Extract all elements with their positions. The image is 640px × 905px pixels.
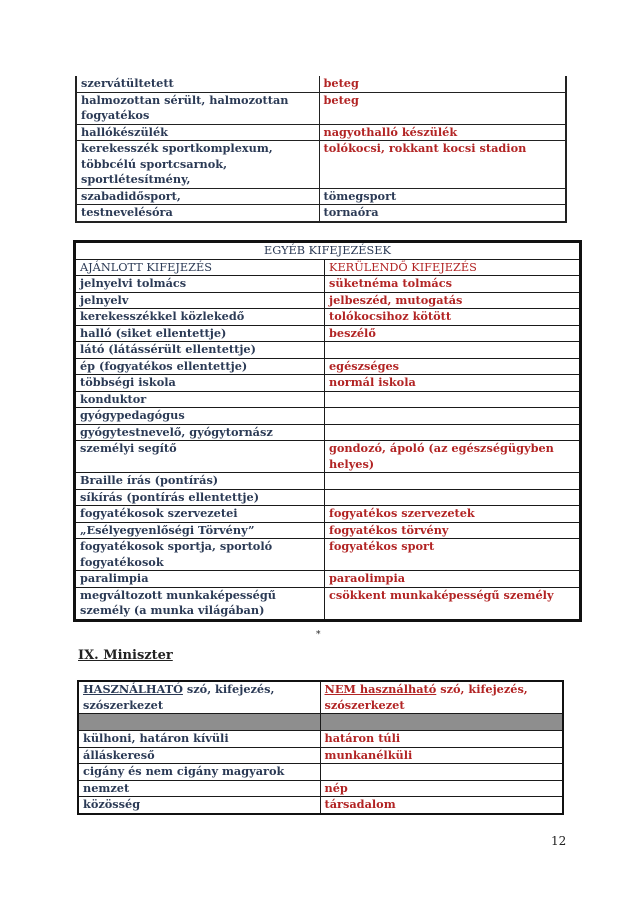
avoid-term: paraolimpia: [325, 571, 581, 588]
table-row: [75, 342, 581, 359]
avoid-term: normál iskola: [325, 375, 581, 392]
header-not-usable-rest: szó, kifejezés, szószerkezet: [324, 682, 528, 712]
avoid-term: [325, 473, 581, 490]
table-row: [75, 506, 581, 523]
recommended-term: gyógytestnevelő, gyógytornász: [75, 424, 325, 441]
recommended-term: Braille írás (pontírás): [75, 473, 325, 490]
table-row: [76, 124, 566, 141]
table-row: [78, 731, 563, 748]
recommended-term: ép (fogyatékos ellentettje): [75, 358, 325, 375]
avoid-term: fogyatékos sport: [325, 539, 581, 571]
recommended-term: jelnyelvi tolmács: [75, 276, 325, 293]
table-row: [75, 587, 581, 620]
gray-spacer-row: [78, 714, 563, 731]
table-row: [75, 292, 581, 309]
recommended-term: álláskereső: [78, 747, 320, 764]
avoid-term: beteg: [319, 92, 566, 124]
avoid-term: határon túli: [320, 731, 563, 748]
recommended-term: közösség: [78, 797, 320, 814]
recommended-term: gyógypedagógus: [75, 408, 325, 425]
avoid-term: tolókocsi, rokkant kocsi stadion: [319, 141, 566, 189]
avoid-term: beteg: [319, 76, 566, 92]
minister-terms-table: [77, 680, 564, 815]
recommended-term: testnevelésóra: [76, 205, 319, 222]
table-row: [75, 276, 581, 293]
section-title: IX. Miniszter: [78, 648, 173, 663]
avoid-term: nagyothalló készülék: [319, 124, 566, 141]
avoid-term: tolókocsihoz kötött: [325, 309, 581, 326]
table-row: [75, 358, 581, 375]
recommended-term: halmozottan sérült, halmozottan fogyatékos: [76, 92, 319, 124]
table-row: [75, 375, 581, 392]
header-usable-emph: HASZNÁLHATÓ: [83, 682, 183, 696]
header-usable-rest: szó, kifejezés, szószerkezet: [83, 682, 275, 712]
recommended-term: síkírás (pontírás ellentettje): [75, 489, 325, 506]
avoid-term: tornaóra: [319, 205, 566, 222]
recommended-term: szabadidősport,: [76, 188, 319, 205]
header-not-usable-emph: NEM használható: [324, 682, 437, 696]
avoid-term: beszélő: [325, 325, 581, 342]
table-row: [76, 92, 566, 124]
avoid-term: [325, 424, 581, 441]
separator-asterisk: *: [316, 630, 321, 640]
recommended-term: kerekesszékkel közlekedő: [75, 309, 325, 326]
avoid-term: fogyatékos törvény: [325, 522, 581, 539]
recommended-term: nemzet: [78, 780, 320, 797]
recommended-term: szervátültetett: [76, 76, 319, 92]
table-header-row: [78, 681, 563, 714]
table-row: [75, 424, 581, 441]
recommended-term: látó (látássérült ellentettje): [75, 342, 325, 359]
page-number: 12: [551, 834, 567, 848]
avoid-term: fogyatékos szervezetek: [325, 506, 581, 523]
header-not-usable: [320, 681, 563, 714]
other-expressions-table: [73, 240, 582, 622]
avoid-term: [325, 391, 581, 408]
table-row: [75, 325, 581, 342]
recommended-term: személyi segítő: [75, 441, 325, 473]
header-recommended: AJÁNLOTT KIFEJEZÉS: [75, 259, 325, 276]
table-row: [75, 489, 581, 506]
table-row: [76, 141, 566, 189]
recommended-term: hallókészülék: [76, 124, 319, 141]
table-row: [75, 539, 581, 571]
table-header-row: [75, 259, 581, 276]
table-row: [76, 188, 566, 205]
gray-cell: [78, 714, 320, 731]
recommended-term: többségi iskola: [75, 375, 325, 392]
recommended-term: fogyatékosok sportja, sportoló fogyatékosok: [75, 539, 325, 571]
table-row: [75, 408, 581, 425]
header-usable: [78, 681, 320, 714]
table-row: [75, 522, 581, 539]
avoid-term: csökkent munkaképességű személy: [325, 587, 581, 620]
table-row: [75, 441, 581, 473]
table-title-row: [75, 242, 581, 260]
table-row: [75, 391, 581, 408]
recommended-term: megváltozott munkaképességű személy (a munka világában): [75, 587, 325, 620]
table-row: [75, 473, 581, 490]
avoid-term: egészséges: [325, 358, 581, 375]
avoid-term: [325, 489, 581, 506]
table-row: [76, 205, 566, 222]
table-row: [75, 571, 581, 588]
avoid-term: társadalom: [320, 797, 563, 814]
avoid-term: [325, 342, 581, 359]
gray-cell: [320, 714, 563, 731]
table-row: [78, 764, 563, 781]
avoid-term: tömegsport: [319, 188, 566, 205]
table-row: [75, 309, 581, 326]
header-avoid: KERÜLENDŐ KIFEJEZÉS: [325, 259, 581, 276]
table-row: [78, 747, 563, 764]
table-row: [78, 780, 563, 797]
recommended-term: fogyatékosok szervezetei: [75, 506, 325, 523]
recommended-term: cigány és nem cigány magyarok: [78, 764, 320, 781]
recommended-term: halló (siket ellentettje): [75, 325, 325, 342]
avoid-term: süketnéma tolmács: [325, 276, 581, 293]
recommended-term: „Esélyegyenlőségi Törvény”: [75, 522, 325, 539]
table-title: EGYÉB KIFEJEZÉSEK: [75, 242, 581, 260]
recommended-term: jelnyelv: [75, 292, 325, 309]
avoid-term: nép: [320, 780, 563, 797]
disability-terms-table-continued: [75, 76, 567, 223]
avoid-term: gondozó, ápoló (az egészségügyben helyes): [325, 441, 581, 473]
recommended-term: külhoni, határon kívüli: [78, 731, 320, 748]
recommended-term: paralimpia: [75, 571, 325, 588]
avoid-term: [320, 764, 563, 781]
recommended-term: kerekesszék sportkomplexum, többcélú sportcsarnok, sportlétesítmény,: [76, 141, 319, 189]
avoid-term: jelbeszéd, mutogatás: [325, 292, 581, 309]
recommended-term: konduktor: [75, 391, 325, 408]
avoid-term: munkanélküli: [320, 747, 563, 764]
table-row: [78, 797, 563, 814]
avoid-term: [325, 408, 581, 425]
table-row: [76, 76, 566, 92]
